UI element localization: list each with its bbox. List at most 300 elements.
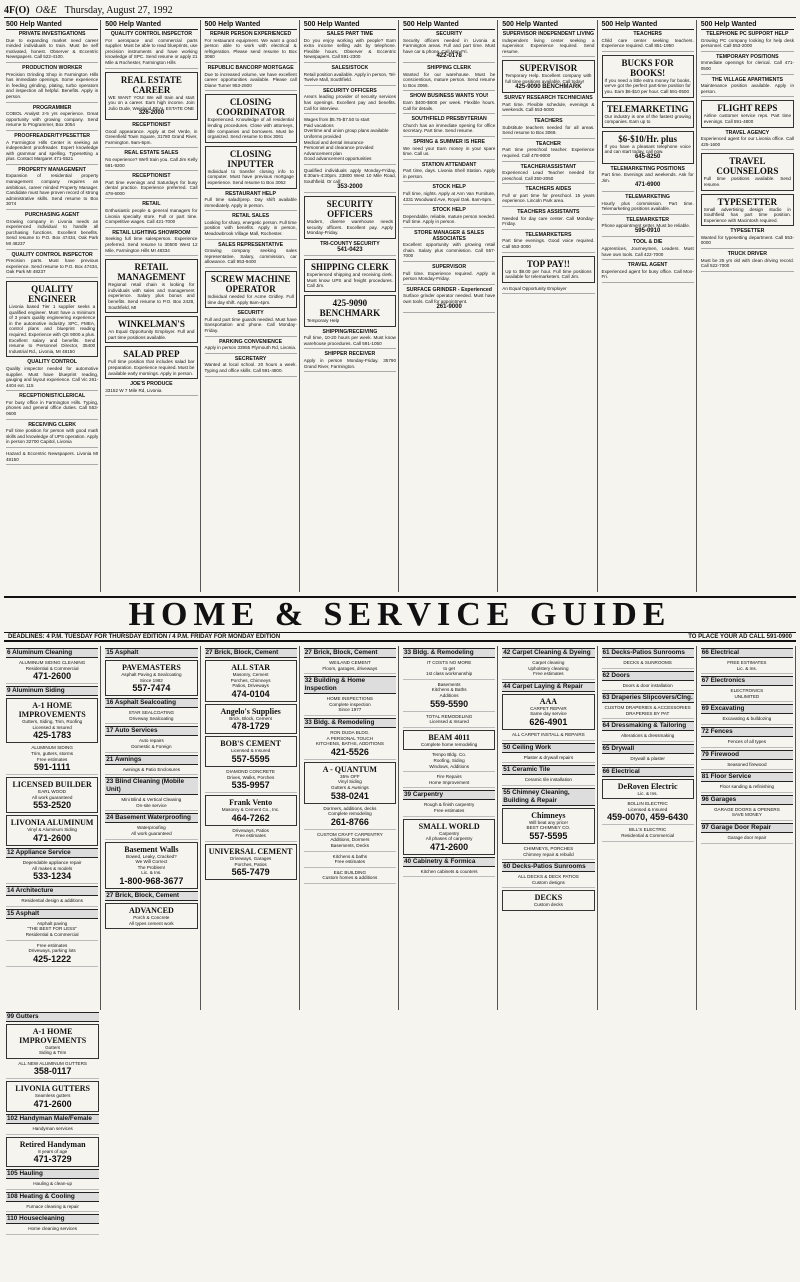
service-ad-line: Asphalt paving bbox=[37, 920, 68, 926]
ad-body: Experienced Lead Teacher needed for preschool. Call 350-2050 bbox=[502, 170, 595, 181]
service-ad bbox=[502, 777, 594, 786]
ad-heading: SALAD PREP bbox=[123, 349, 180, 360]
service-ad-line: Masonry, Cement bbox=[232, 672, 269, 677]
ad-heading: SECRETARY bbox=[234, 355, 267, 362]
ad-heading: SURFACE GRINDER - Experienced bbox=[406, 286, 492, 293]
publication-name: O&E bbox=[35, 5, 57, 16]
classified-ad bbox=[602, 218, 694, 238]
ad-heading: SHIPPER RECEIVER bbox=[324, 351, 376, 358]
service-ad-line: Trim, gutters, storms bbox=[31, 750, 74, 756]
service-phone: 459-0070, 459-6430 bbox=[607, 812, 689, 823]
service-ad-line: to get bbox=[443, 665, 455, 671]
ad-phone: 595-0910 bbox=[634, 227, 661, 234]
service-ad-line: Floors, garages, driveways bbox=[322, 665, 378, 671]
service-guide-title: HOME & SERVICE GUIDE bbox=[128, 596, 672, 633]
classified-ad bbox=[205, 243, 297, 268]
ad-list-item: Overtime and union group plans available bbox=[303, 128, 389, 134]
ad-body: Seeking full time salesperson. Experience preferred. Send resume to 30500 West 12 Mile, Farmington Hills MI 48334 bbox=[105, 236, 198, 253]
service-ad-line: Free estimates bbox=[533, 671, 564, 677]
service-phone: 471-3729 bbox=[33, 1154, 72, 1165]
service-ad bbox=[403, 682, 495, 712]
classified-ad bbox=[205, 214, 297, 239]
service-ad-line: KITCHENS, BATHS, ADDITIONS bbox=[315, 741, 384, 747]
service-ad bbox=[602, 756, 694, 765]
service-ad-line: Chimney repair & rebuild bbox=[523, 851, 574, 857]
service-ad bbox=[304, 696, 396, 716]
service-column bbox=[103, 646, 200, 1010]
service-ad bbox=[403, 802, 495, 816]
service-ad bbox=[701, 739, 793, 748]
service-ad bbox=[304, 660, 396, 674]
service-ad-line: "THE BEST FOR LESS" bbox=[27, 926, 77, 932]
service-phone: 535-9957 bbox=[231, 780, 270, 791]
service-ad bbox=[403, 730, 495, 751]
classified-ad bbox=[403, 94, 495, 114]
service-ad bbox=[6, 1024, 99, 1059]
service-ad bbox=[6, 860, 98, 884]
service-ad-line: All work guaranteed bbox=[131, 830, 172, 836]
classified-ad bbox=[701, 78, 794, 98]
ad-body: Apprentices, Journeymen, Leaders. Must have own tools. Call 422-7000 bbox=[601, 246, 694, 257]
service-ad-line: CHIMNEYS, PORCHES bbox=[523, 845, 574, 851]
service-category-heading: 97 Garage Door Repair bbox=[701, 823, 793, 833]
service-category-heading: 39 Carpentry bbox=[403, 790, 495, 800]
service-ad bbox=[304, 870, 396, 884]
service-business-name: ADVANCED bbox=[129, 905, 174, 915]
ad-heading: TYPESETTER bbox=[730, 228, 765, 235]
service-ad-line: All work guaranteed bbox=[31, 794, 73, 800]
service-phone: 1-800-968-3677 bbox=[119, 875, 184, 886]
classified-ad bbox=[602, 195, 694, 215]
service-phone: 559-5590 bbox=[430, 698, 469, 709]
service-category-heading: 60 Decks-Patios Sunrooms bbox=[502, 862, 594, 872]
ad-heading: SECURITY bbox=[237, 310, 264, 317]
ad-heading: REAL ESTATE SALES bbox=[124, 150, 179, 157]
ad-body: Enthusiastic people & general managers for Livonia specialty store. Full or part time. Competitive wages. Call 421-7000 bbox=[105, 208, 198, 225]
service-ad-line: All phases of carpentry bbox=[425, 836, 473, 842]
service-ad bbox=[205, 704, 297, 735]
service-ad bbox=[502, 808, 594, 844]
classified-ad bbox=[403, 265, 495, 285]
classified-ad bbox=[403, 66, 495, 91]
ad-body: Dependable, reliable, mature person needed. Full time. Apply in person. bbox=[403, 213, 496, 225]
ad-body: Hazard & Eccentric Newspapers. Livonia MI 48150 bbox=[6, 451, 99, 462]
service-phone: 538-0241 bbox=[330, 790, 369, 801]
ad-heading: STOCK HELP bbox=[432, 184, 466, 191]
classified-ad bbox=[602, 55, 694, 98]
service-ad bbox=[602, 733, 694, 742]
service-ad bbox=[502, 874, 594, 888]
ad-body: Temporary Help. Excellent company with full time positions available. Call today! bbox=[505, 73, 592, 84]
service-business-name: BEAM 4011 bbox=[428, 732, 470, 742]
service-ad-line: Residential & Commercial bbox=[621, 832, 675, 838]
ad-heading: TELEMARKETER bbox=[626, 216, 669, 223]
ad-list-item: Paid vacations bbox=[303, 122, 334, 128]
service-ad-line: BOLLIN ELECTRIC bbox=[627, 801, 668, 807]
service-ad bbox=[105, 738, 197, 752]
ad-phone: 541-0423 bbox=[337, 246, 363, 253]
service-ad-line: Residential & Commercial bbox=[25, 665, 79, 671]
classified-ad bbox=[105, 202, 197, 227]
service-ad-line: Basements, Decks bbox=[330, 842, 370, 848]
service-ad-line: On-site service bbox=[136, 802, 167, 808]
service-category-heading: 55 Chimney Cleaning, Building & Repair bbox=[502, 788, 594, 806]
classified-ad bbox=[205, 146, 297, 189]
service-ad-line: Siding & Trim bbox=[38, 1050, 67, 1056]
service-ad-line: IT COSTS NO MORE bbox=[426, 660, 472, 665]
service-ad bbox=[403, 774, 495, 788]
classified-ad bbox=[205, 357, 297, 377]
classified-ad bbox=[304, 117, 396, 165]
service-business-name: A-1 HOME IMPROVEMENTS bbox=[19, 1026, 87, 1045]
classified-ad bbox=[403, 208, 495, 228]
ad-heading: CLOSING INPUTTER bbox=[227, 148, 274, 169]
service-ad bbox=[6, 1126, 99, 1135]
service-ad-line: Since 1977 bbox=[338, 707, 362, 713]
ad-heading: TEACHER/ASSISTANT bbox=[520, 163, 577, 170]
classified-ad bbox=[502, 233, 594, 253]
ad-body: Wanted for our warehouse. Must be conscientious, mature person. Send resume to Box 3066. bbox=[403, 71, 496, 88]
service-column bbox=[500, 646, 597, 1010]
service-ad-line: Porches, Chimneys bbox=[230, 677, 271, 683]
ad-heading: SHIPPING CLERK bbox=[310, 262, 389, 273]
ad-body: Experienced shipping and receiving clerk. Must know UPS and freight procedures. Call Jim. bbox=[306, 272, 393, 289]
ad-body: Full time, nights. Apply at Ann Van Furniture, 4331 Woodward Ave, Royal Oak. 8am-5pm. bbox=[403, 191, 496, 202]
ad-phone: 422-0178 bbox=[436, 53, 462, 60]
ad-heading: PROPERTY MANAGEMENT bbox=[18, 166, 86, 173]
service-business-name: DeRoven Electric bbox=[617, 781, 678, 791]
issue-date: Thursday, August 27, 1992 bbox=[64, 5, 173, 16]
service-ad bbox=[304, 854, 396, 868]
service-ad bbox=[701, 784, 793, 793]
classified-ad bbox=[304, 66, 396, 86]
ad-body: Wanted for typesetting department. Call 553-0000 bbox=[700, 234, 794, 246]
ad-heading: SHIPPING CLERK bbox=[427, 64, 472, 71]
service-ad-line: Domestic & Foreign bbox=[131, 743, 172, 749]
ad-heading: PROGRAMMER bbox=[32, 104, 72, 111]
ad-heading: TEACHERS bbox=[633, 31, 662, 37]
service-ad-line: DECKS & SUNROOMS bbox=[623, 660, 672, 665]
classified-ad bbox=[304, 352, 396, 372]
ad-heading: STOCK HELP bbox=[432, 207, 466, 214]
service-ad-line: ALUMINUM SIDING bbox=[31, 745, 73, 751]
service-ad bbox=[6, 745, 98, 775]
service-category-heading: 64 Dressmaking & Tailoring bbox=[602, 721, 694, 731]
ad-body: Earn $400-$600 per week. Flexible hours. Call for details. bbox=[403, 99, 496, 111]
service-ad-line: Custom designs bbox=[531, 879, 565, 885]
ad-heading: PROOFREADER/TYPESETTER bbox=[14, 132, 91, 139]
ad-body: Modern, diverse warehouse needs security officers. Excellent pay. Apply Monday-Friday. bbox=[306, 219, 393, 236]
ad-body: An Equal Opportunity Employer. Full and part time positions available. bbox=[108, 329, 195, 340]
service-ad-line: Will beat any price! bbox=[528, 819, 568, 825]
classified-ad bbox=[105, 151, 197, 171]
service-ad-line: RON DUDA BLDG. bbox=[330, 729, 370, 735]
service-ad-line: Driveway Sealcoating bbox=[129, 715, 174, 721]
ad-heading: TOOL & DIE bbox=[632, 239, 663, 246]
service-ad bbox=[502, 755, 594, 764]
service-category-heading: 79 Firewood bbox=[701, 750, 793, 760]
classified-ad bbox=[701, 194, 794, 227]
service-ad-line: CARPET REPAIR bbox=[530, 705, 567, 711]
service-ad bbox=[403, 752, 495, 772]
service-business-name: A-1 HOME IMPROVEMENTS bbox=[18, 701, 86, 720]
ad-heading: TEACHERS AIDES bbox=[525, 186, 572, 193]
service-ad bbox=[105, 710, 197, 724]
ad-heading: SUPERVISOR INDEPENDENT LIVING bbox=[502, 31, 595, 37]
service-ad-line: The Problem! bbox=[137, 864, 166, 870]
service-category-heading: 51 Ceramic Tile bbox=[502, 765, 594, 775]
service-ad bbox=[6, 898, 98, 907]
ad-heading: TRAVEL AGENCY bbox=[725, 129, 770, 136]
ad-heading: SECURITY OFFICERS bbox=[322, 87, 377, 94]
classified-ad bbox=[502, 210, 594, 230]
service-ad-line: Driveways, Patios bbox=[232, 827, 269, 833]
ad-phone: 645-8250 bbox=[634, 153, 661, 160]
classified-ad bbox=[602, 101, 694, 128]
classified-ad bbox=[502, 96, 594, 116]
ad-body: Part time, days. Livonia Shell Station. Apply in person. bbox=[403, 168, 496, 179]
classified-ad bbox=[6, 281, 98, 357]
service-ad-line: Tempo Bldg. Co. bbox=[432, 752, 467, 758]
service-ad bbox=[602, 705, 694, 719]
classified-ad bbox=[205, 94, 297, 142]
service-ad-line: HOME INSPECTIONS bbox=[326, 696, 373, 702]
service-category-heading: 33 Bldg. & Remodeling bbox=[403, 648, 495, 658]
ad-heading: WINKELMAN'S bbox=[117, 319, 185, 330]
service-ad-line: ALL DECKS & DECK PATIOS bbox=[517, 874, 579, 880]
classified-ad bbox=[502, 187, 594, 207]
ad-heading: RETAIL LIGHTING SHOWROOM bbox=[112, 229, 191, 236]
ad-body: Experienced agent for our Livonia office. Call 425-1600 bbox=[700, 136, 794, 147]
service-ad-line: Carpet cleaning bbox=[532, 660, 565, 665]
service-column bbox=[203, 646, 300, 1010]
ad-body: For busy office in Farmington Hills. Typing, phones and general office duties. Call 553-0600 bbox=[6, 399, 99, 417]
service-category-heading: 72 Fences bbox=[701, 727, 793, 737]
service-category-heading: 42 Carpet Cleaning & Dyeing bbox=[502, 648, 594, 658]
ad-heading: REPAIR PERSON EXPERIENCED bbox=[210, 31, 292, 37]
service-ad-line: Licensed & Insured bbox=[230, 748, 271, 754]
masthead bbox=[4, 4, 796, 18]
service-column bbox=[4, 646, 101, 1010]
service-ad bbox=[304, 806, 396, 830]
service-business-name: Angelo's Supplies bbox=[220, 706, 281, 716]
service-category-heading: 33 Bldg. & Remodeling bbox=[304, 718, 396, 728]
classified-ad bbox=[205, 340, 297, 354]
service-category-heading: 27 Brick, Block, Cement bbox=[304, 648, 396, 658]
service-ad-line: CUSTOM CRAFT CARPENTRY bbox=[316, 831, 383, 837]
service-category-heading: 27 Brick, Block, Cement bbox=[205, 648, 297, 658]
service-ad bbox=[304, 730, 396, 760]
ad-body: For restaurant equipment. We want a good person able to work with electrical & refrigeration. Please send resume to Box 3060 bbox=[204, 37, 297, 60]
ad-list-item: Wages from $5.75-$7.50 to start bbox=[303, 117, 370, 123]
service-ad-line: FREE ESTIMATES bbox=[727, 660, 767, 665]
service-ad-line: Lic. & Ins. bbox=[637, 790, 658, 796]
ad-body: For aerospace and commercial parts supplier. Must be able to read blueprints, use precision instruments and have working knowledge of SPC. Send resume or apply 21 Mile & Rochester, Farmington Hills bbox=[105, 37, 198, 65]
ad-body: Quality inspector needed for automotive supplier. Must have blueprint reading, gauging and layout experience. Call Vic 261-4404 ext. 115 bbox=[6, 365, 99, 388]
service-ad-line: Auto repairs bbox=[138, 738, 164, 744]
classified-ad bbox=[6, 253, 98, 278]
ad-heading: TRAVEL COUNSELORS bbox=[716, 156, 779, 177]
ad-list-item: Personnel and clearance provided bbox=[303, 145, 374, 151]
service-ad-line: Home Improvement bbox=[428, 779, 470, 785]
classified-ad bbox=[6, 32, 98, 63]
service-ad-line: Home cleaning services bbox=[28, 1226, 78, 1232]
service-ad-line: Residential & Commercial bbox=[25, 931, 79, 937]
ad-body: Experienced agent for busy office. Call Mon-Fri. bbox=[601, 268, 694, 280]
service-business-name: AAA bbox=[539, 696, 558, 706]
service-category-heading: 6 Aluminum Cleaning bbox=[6, 648, 98, 658]
classified-ad bbox=[105, 32, 197, 69]
service-phone: 591-1111 bbox=[33, 762, 71, 773]
service-category-heading: 69 Excavating bbox=[701, 704, 793, 714]
ad-body: Up to $9.00 per hour. Full time positions available for telemarketers. Call Jim. bbox=[505, 268, 592, 280]
service-business-name: BOB'S CEMENT bbox=[220, 739, 281, 749]
ad-heading: QUALITY ENGINEER bbox=[28, 283, 77, 304]
ad-body: Excellent opportunity with growing retail chain. Salary plus commission. Call 557-7000 bbox=[403, 242, 496, 259]
service-ad-line: Free estimates bbox=[433, 807, 465, 813]
service-phone: 471-2600 bbox=[33, 1099, 72, 1110]
ad-heading: TRUCK DRIVER bbox=[727, 251, 767, 258]
column-heading: 500 Help Wanted bbox=[205, 20, 297, 30]
service-ad-line: STAR SEALCOATING bbox=[128, 710, 175, 716]
service-category-heading: 15 Asphalt bbox=[105, 648, 197, 658]
classified-ad bbox=[6, 451, 98, 465]
service-ad-line: E&C BUILDING bbox=[333, 869, 367, 875]
service-ad bbox=[602, 683, 694, 692]
service-category-heading: 40 Cabinetry & Formica bbox=[403, 857, 495, 867]
service-ad bbox=[205, 660, 297, 702]
service-ad-line: Waterproofing bbox=[137, 825, 166, 831]
classified-ad bbox=[6, 423, 98, 448]
classified-ad bbox=[304, 242, 396, 256]
service-ad-line: Complete inspection bbox=[329, 701, 371, 707]
service-ad-line: Lic. & Ins. bbox=[141, 870, 162, 876]
classified-ad bbox=[403, 140, 495, 160]
service-ad bbox=[602, 801, 694, 825]
ad-heading: FLIGHT REPS bbox=[717, 103, 778, 114]
ad-heading: SECURITY OFFICERS bbox=[326, 199, 374, 220]
service-category-heading: 23 Blind Cleaning (Mobile Unit) bbox=[105, 777, 197, 795]
ad-body: Growing company seeking sales representative. Salary, commission, car allowance. Call 953-9400 bbox=[204, 248, 297, 265]
ad-phone: 326-2000 bbox=[138, 110, 165, 117]
service-ad bbox=[105, 797, 197, 811]
service-category-heading: 108 Heating & Cooling bbox=[6, 1192, 99, 1202]
service-ad-line: Custom homes & additions bbox=[322, 875, 378, 881]
ad-body: Livonia based Tier 1 supplier seeks a qualified engineer. Must have a minimum of 3 years quality engineering experience in the automotive industry. SPC, FMEA, control plans and blueprint reading required. Experience with QS 9000 a plus. Excellent salary and benefits. Send resume to Personnel Director, 35400 Industrial Rd., Livonia, MI 48150 bbox=[9, 303, 96, 354]
help-wanted-column bbox=[103, 20, 200, 592]
service-ad-line: TOTAL REMODELING bbox=[425, 713, 473, 719]
ad-heading: SHIPPING/RECEIVING bbox=[322, 328, 378, 335]
service-ad-line: GARAGE DOORS & OPENERS bbox=[713, 806, 780, 812]
service-category-heading: 12 Appliance Service bbox=[6, 848, 98, 858]
classified-ad bbox=[205, 192, 297, 212]
classified-ad bbox=[105, 346, 197, 379]
service-guide-section bbox=[4, 646, 796, 1278]
service-ad bbox=[502, 846, 594, 860]
ad-heading: TELEMARKETING bbox=[625, 193, 670, 200]
service-ad bbox=[701, 716, 793, 725]
service-phone: 421-5526 bbox=[330, 746, 369, 757]
ad-heading: RECEPTIONIST/CLERICAL bbox=[19, 393, 86, 400]
service-ad-line: EARL WOOD bbox=[38, 789, 67, 795]
service-ad-line: Licensed & Insured bbox=[32, 724, 72, 730]
ad-body: Airline customer service reps. Part time evenings. Call 591-4800 bbox=[703, 113, 791, 124]
ad-heading: SPRING & SUMMER IS HERE bbox=[413, 138, 486, 145]
service-ad bbox=[701, 762, 793, 771]
service-category-heading: 14 Architecture bbox=[6, 886, 98, 896]
classified-ad bbox=[105, 316, 197, 343]
ad-body: Surface grinder operator needed. Must have own tools. Call for appointment. bbox=[403, 293, 496, 304]
ad-body: Full and part time guards needed. Must have transportation and phone. Call Monday-Friday. bbox=[204, 316, 297, 333]
service-column bbox=[600, 646, 697, 1010]
service-ad bbox=[6, 815, 98, 846]
service-ad bbox=[6, 1226, 99, 1235]
service-ad-line: 1st class workmanship bbox=[426, 671, 473, 677]
service-category-heading: 67 Electronics bbox=[701, 676, 793, 686]
column-heading: 500 Help Wanted bbox=[6, 20, 98, 30]
ad-body: An Equal Opportunity Employer bbox=[502, 285, 567, 291]
service-ad-line: Fences of all types bbox=[727, 738, 767, 744]
service-ad-line: Doors & door installation bbox=[622, 682, 673, 688]
ad-heading: SUPERVISOR bbox=[519, 63, 578, 74]
service-ad-line: Free estimates bbox=[334, 859, 366, 865]
service-ad bbox=[105, 660, 197, 696]
ad-heading: PARKING CONVENIENCE bbox=[219, 338, 283, 345]
ad-body: Growing company in Livonia needs an experienced individual to handle all purchasing functions. Excellent benefits. Send resume to P.O. Box 47434, Oak Park MI 48237 bbox=[6, 218, 99, 246]
ad-body: Child care center seeking teachers. Experience required. Call 851-1950 bbox=[601, 37, 694, 49]
ad-body: Qualified individuals apply Monday-Friday, 8:30am-4:30pm. 23800 West 10 Mile Road, Southfield. Or call: bbox=[303, 167, 396, 185]
ad-body: Expansion of residential property management company requires an ambitious, career minded Property Manager. Candidate must have proven record of strong administrative skills. Send resume to Box 3074 bbox=[6, 173, 99, 207]
service-ad-line: Asphalt Paving & Sealcoating bbox=[121, 672, 182, 677]
service-ad bbox=[701, 807, 793, 821]
service-ad-line: Gutters, Siding, Trim, Roofing bbox=[21, 719, 83, 725]
column-heading: 500 Help Wanted bbox=[701, 20, 794, 30]
classified-ad bbox=[403, 32, 495, 63]
ad-heading: RETAIL SALES bbox=[232, 213, 270, 220]
service-ad-line: All types cement work bbox=[129, 920, 174, 926]
service-ad-line: DIAMOND CONCRETE bbox=[226, 768, 275, 774]
service-category-heading: 9 Aluminum Siding bbox=[6, 686, 98, 696]
service-phone: 464-7262 bbox=[231, 812, 270, 823]
ad-heading: TRAVEL AGENT bbox=[627, 262, 668, 269]
help-wanted-column bbox=[302, 20, 399, 592]
ad-body: WE WANT YOU! We will train and start you on a career. Earn high income. Join Julio Dude, Weisland REAL ESTATE ONE bbox=[108, 94, 195, 111]
service-ad-line: Free estimates bbox=[36, 942, 68, 948]
service-phone: 565-7479 bbox=[231, 867, 270, 878]
classified-ad bbox=[701, 153, 794, 190]
ad-body: Immediate openings for clerical. Call 471-0500 bbox=[700, 60, 794, 71]
service-category-heading: 16 Asphalt Sealcoating bbox=[105, 698, 197, 708]
service-ad-line: ELECTRONICS bbox=[730, 688, 764, 694]
service-business-name: SMALL WORLD bbox=[418, 821, 480, 831]
ad-heading: TELEMARKETERS bbox=[525, 231, 572, 238]
ad-heading: RECEIVING CLERK bbox=[28, 421, 77, 428]
ad-body: 33152 W 7 Mile Rd, Livonia bbox=[105, 387, 162, 393]
service-phone: 478-1729 bbox=[231, 721, 270, 732]
ad-list-item: Advancement plan bbox=[303, 150, 342, 156]
classified-ad bbox=[502, 286, 594, 295]
deadline-text: DEADLINES: 4 P.M. TUESDAY FOR THURSDAY EDITION / 4 P.M. FRIDAY FOR MONDAY EDITION bbox=[8, 634, 281, 640]
service-category-heading: 66 Electrical bbox=[602, 767, 694, 777]
ad-body: Independent living center seeking a supervisor. Experience required. Send resume. bbox=[502, 37, 595, 54]
service-ad-line: Seasoned firewood bbox=[727, 761, 767, 767]
ad-heading: TEACHERS bbox=[534, 117, 563, 124]
classified-ad bbox=[205, 271, 297, 308]
ad-phone: 261-9000 bbox=[436, 303, 462, 310]
classified-ad bbox=[105, 123, 197, 148]
classified-ad bbox=[105, 382, 197, 396]
service-ad-line: UNLIMITED bbox=[734, 693, 760, 699]
